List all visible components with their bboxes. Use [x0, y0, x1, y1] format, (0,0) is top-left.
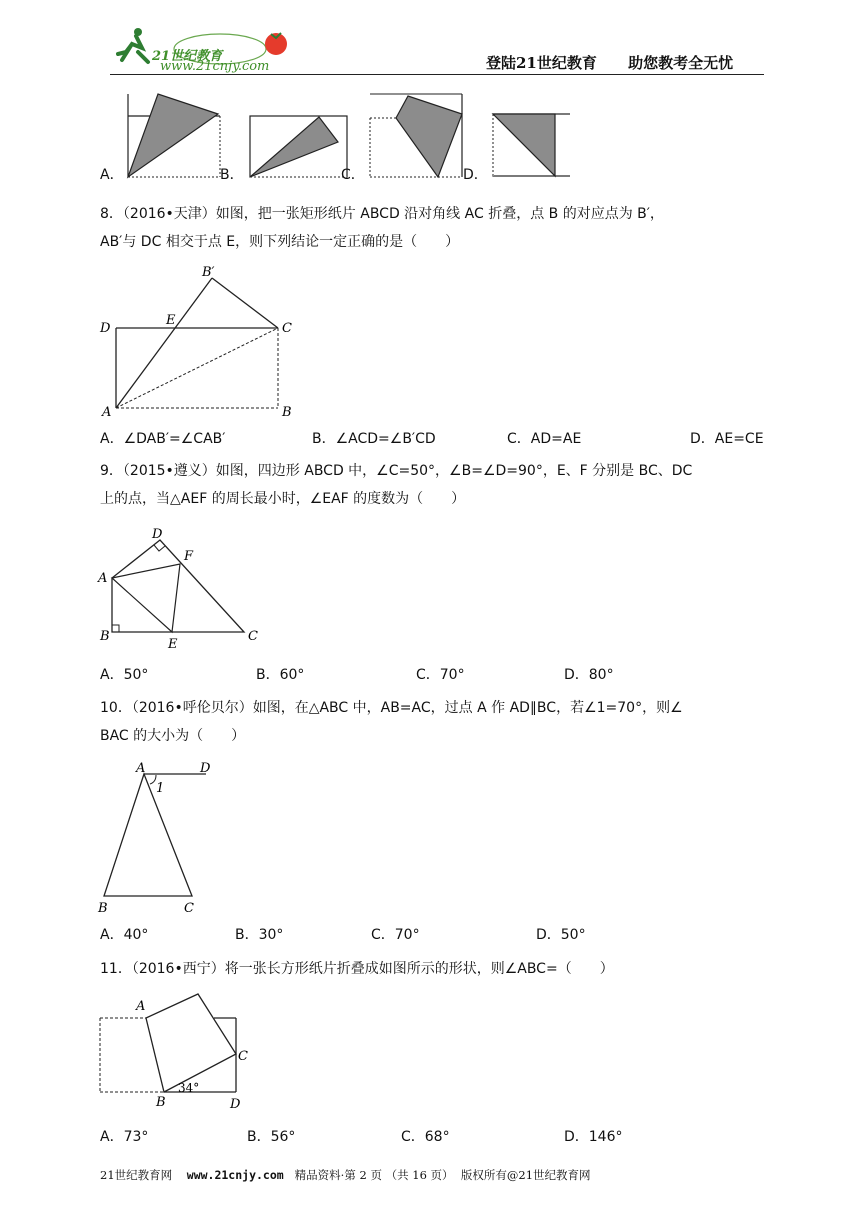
q11-option-a[interactable]: A．73°	[100, 1129, 149, 1145]
q11-label-c: C	[238, 1049, 248, 1064]
runner-icon	[118, 36, 148, 62]
q10-text-line2: BAC 的大小为（ ）	[100, 728, 246, 744]
q9-option-a[interactable]: A．50°	[100, 667, 149, 683]
q7-option-b[interactable]: B．	[220, 167, 244, 183]
logo-text: 21世纪教育	[152, 49, 223, 64]
q8-label-c: C	[282, 321, 292, 336]
q10-label-b: B	[98, 901, 108, 916]
footer-middle: 精品资料·第 2 页 （共 16 页）	[294, 1168, 454, 1182]
footer-left: 21世纪教育网	[100, 1168, 173, 1182]
q10-option-a[interactable]: A．40°	[100, 927, 149, 943]
q11-label-angle: 34°	[178, 1081, 200, 1095]
q9-text-line1: 9．（2015•遵义）如图，四边形 ABCD 中，∠C=50°，∠B=∠D=90°，E、F 分别是 BC、DC	[100, 463, 693, 479]
q10-question	[100, 694, 765, 750]
q9-options	[100, 664, 770, 686]
q11-question	[100, 955, 765, 983]
q8-option-a[interactable]: A．∠DAB′=∠CAB′	[100, 431, 226, 447]
q9-option-d[interactable]: D．80°	[564, 667, 614, 683]
q7-options	[100, 164, 770, 186]
q11-option-d[interactable]: D．146°	[564, 1129, 623, 1145]
q10-label-angle1: 1	[156, 781, 165, 796]
q9-option-b[interactable]: B．60°	[256, 667, 305, 683]
q8-figure	[96, 262, 306, 422]
q9-label-b: B	[100, 629, 110, 644]
slogan-right: 助您教考全无忧	[628, 54, 734, 72]
q8-options	[100, 428, 770, 450]
q9-option-c[interactable]: C．70°	[416, 667, 465, 683]
q11-figure	[94, 988, 264, 1114]
q11-label-d: D	[230, 1097, 241, 1112]
q9-question	[100, 457, 765, 513]
q10-text-line1: 10．（2016•呼伦贝尔）如图，在△ABC 中，AB=AC，过点 A 作 AD∥BC，若∠1=70°，则∠	[100, 700, 683, 716]
q8-label-b-prime: B′	[202, 265, 215, 280]
q11-option-c[interactable]: C．68°	[401, 1129, 450, 1145]
q7-option-c[interactable]: C．	[341, 167, 365, 183]
q7-option-d[interactable]: D．	[463, 167, 488, 183]
q8-label-b: B	[282, 405, 292, 420]
q9-label-d: D	[152, 527, 163, 542]
q11-options	[100, 1126, 770, 1148]
q9-text-line2: 上的点，当△AEF 的周长最小时，∠EAF 的度数为（ ）	[100, 491, 466, 507]
q8-option-c[interactable]: C．AD=AE	[507, 431, 582, 447]
q10-figure	[94, 756, 224, 916]
q10-label-a: A	[136, 761, 146, 776]
q10-option-b[interactable]: B．30°	[235, 927, 284, 943]
footer-right: 版权所有@21世纪教育网	[460, 1168, 591, 1182]
q10-options	[100, 924, 770, 946]
q8-label-d: D	[100, 321, 111, 336]
q11-text-line1: 11．（2016•西宁）将一张长方形纸片折叠成如图所示的形状，则∠ABC=（ ）	[100, 961, 614, 977]
q9-label-f: F	[184, 549, 194, 564]
q8-label-a: A	[102, 405, 112, 420]
q8-label-e: E	[166, 313, 176, 328]
tomato-icon	[265, 33, 287, 55]
q8-question	[100, 200, 765, 256]
logo-subtext: www.21cnjy.com	[160, 59, 270, 74]
q11-label-b: B	[156, 1095, 166, 1110]
q8-text-line2: AB′与 DC 相交于点 E，则下列结论一定正确的是（ ）	[100, 234, 460, 250]
q10-option-d[interactable]: D．50°	[536, 927, 586, 943]
q11-label-a: A	[136, 999, 146, 1014]
page-footer	[100, 1167, 780, 1183]
site-logo	[108, 22, 298, 74]
q9-label-a: A	[98, 571, 108, 586]
q7-option-a[interactable]: A．	[100, 167, 124, 183]
q8-option-d[interactable]: D．AE=CE	[690, 431, 764, 447]
q9-figure	[96, 524, 266, 654]
q9-label-c: C	[248, 629, 258, 644]
q8-text-line1: 8．（2016•天津）如图，把一张矩形纸片 ABCD 沿对角线 AC 折叠，点 B 的对应点为 B′，	[100, 206, 664, 222]
q11-option-b[interactable]: B．56°	[247, 1129, 296, 1145]
q10-label-d: D	[200, 761, 211, 776]
footer-site-link[interactable]: www.21cnjy.com	[186, 1168, 284, 1182]
q9-label-e: E	[168, 637, 178, 652]
q8-option-b[interactable]: B．∠ACD=∠B′CD	[312, 431, 436, 447]
header-slogan	[486, 52, 733, 73]
runner-head-icon	[134, 28, 142, 36]
q10-option-c[interactable]: C．70°	[371, 927, 420, 943]
slogan-left: 登陆21世纪教育	[486, 54, 597, 72]
q10-label-c: C	[184, 901, 194, 916]
header-divider	[110, 74, 764, 75]
